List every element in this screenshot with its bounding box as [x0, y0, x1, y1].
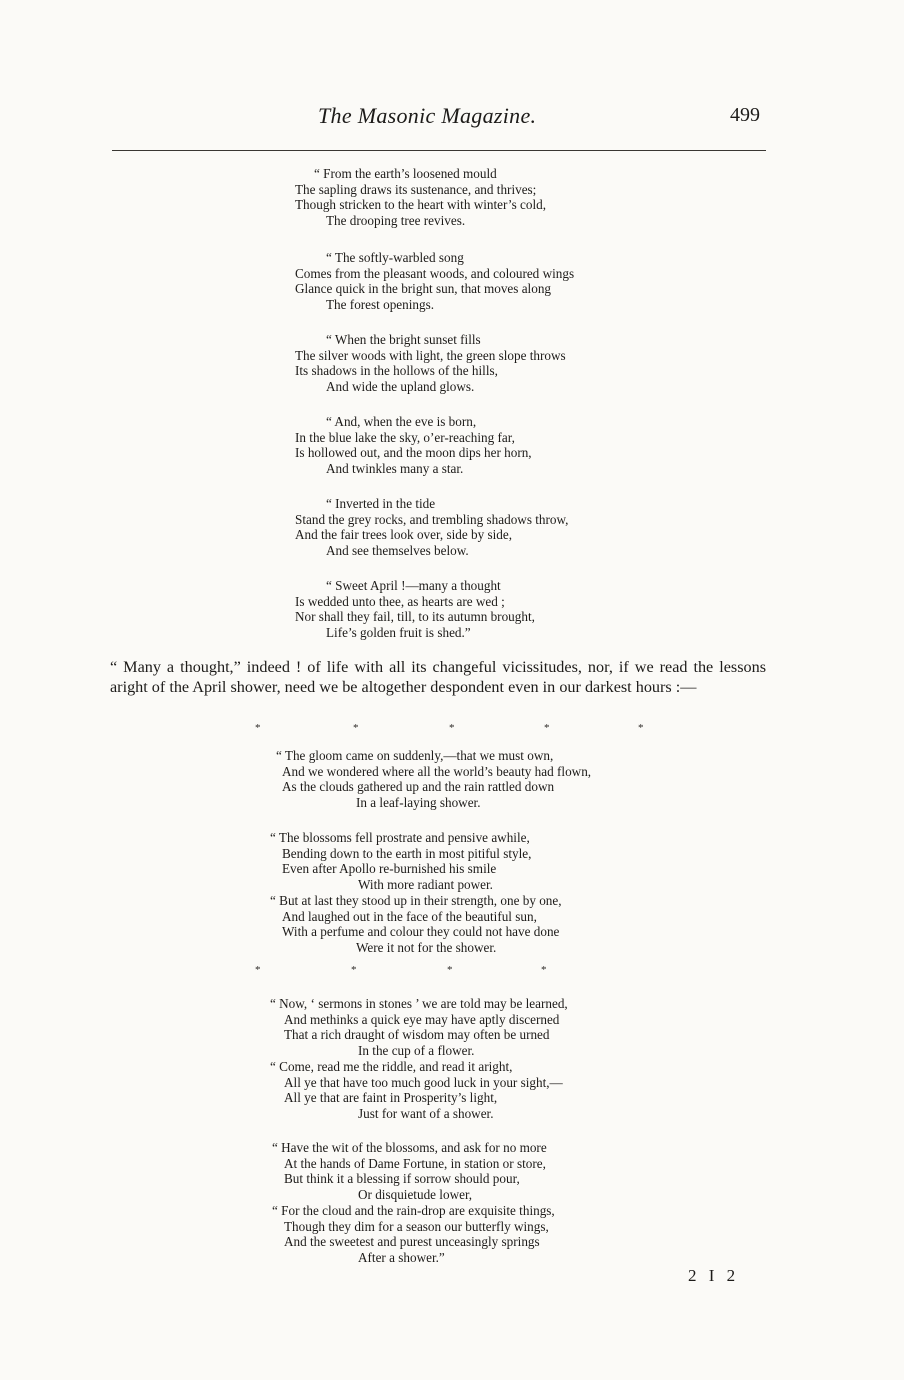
poem-line: And the sweetest and purest unceasingly springs: [284, 1234, 540, 1250]
separator-star: *: [255, 964, 261, 976]
poem-line: “ For the cloud and the rain-drop are exquisite things,: [272, 1202, 555, 1218]
poem-line: All ye that are faint in Prosperity’s light,: [284, 1090, 498, 1106]
poem1-stanza-5: [295, 496, 568, 559]
poem-line: The sapling draws its sustenance, and thrives;: [295, 181, 537, 197]
separator-star: *: [449, 722, 455, 734]
poem-line: As the clouds gathered up and the rain rattled down: [282, 779, 555, 795]
poem1-stanza-3: [295, 332, 566, 395]
poem-line: “ Have the wit of the blossoms, and ask for no more: [272, 1140, 547, 1155]
poem-line: “ Now, ‘ sermons in stones ’ we are told may be learned,: [270, 996, 568, 1011]
poem2-stanza-3: [270, 996, 568, 1122]
star-separator: [0, 722, 904, 736]
running-title: The Masonic Magazine.: [318, 103, 537, 128]
poem-line: And methinks a quick eye may have aptly discerned: [284, 1011, 560, 1027]
poem-line: Life’s golden fruit is shed.”: [326, 625, 471, 641]
poem-line: “ The gloom came on suddenly,—that we must own,: [276, 748, 554, 763]
poem1-stanza-6: [295, 578, 535, 641]
poem-line: “ But at last they stood up in their strength, one by one,: [270, 892, 562, 908]
poem-line: Even after Apollo re-burnished his smile: [282, 861, 497, 877]
poem-line: “ The softly-warbled song: [326, 250, 464, 265]
poem-line: And we wondered where all the world’s beauty had flown,: [282, 763, 592, 779]
poem-line: Its shadows in the hollows of the hills,: [295, 363, 498, 379]
poem-line: And twinkles many a star.: [326, 461, 464, 477]
poem-line: “ Inverted in the tide: [326, 496, 436, 511]
poem-line: “ And, when the eve is born,: [326, 414, 477, 429]
poem-line: All ye that have too much good luck in your sight,—: [284, 1074, 563, 1090]
poem-line: Just for want of a shower.: [358, 1105, 494, 1121]
poem-line: The silver woods with light, the green slope throws: [295, 347, 566, 363]
poem1-stanza-4: [295, 414, 532, 477]
poem-line: “ Come, read me the riddle, and read it aright,: [270, 1058, 513, 1074]
poem-line: “ When the bright sunset fills: [326, 332, 481, 347]
header-rule: [112, 150, 766, 151]
prose-paragraph: “ Many a thought,” indeed ! of life with all its changeful vicissitudes, nor, if we read the lessons aright of the April shower, need we be altogether despondent even in our darkest hours :—: [110, 658, 766, 696]
poem-line: In a leaf-laying shower.: [356, 795, 481, 811]
poem-line: In the cup of a flower.: [358, 1043, 475, 1059]
poem-line: At the hands of Dame Fortune, in station or store,: [284, 1155, 546, 1171]
poem-line: Stand the grey rocks, and trembling shadows throw,: [295, 511, 569, 527]
poem-line: After a shower.”: [358, 1249, 445, 1265]
poem-line: Glance quick in the bright sun, that moves along: [295, 281, 552, 297]
poem-line: And laughed out in the face of the beautiful sun,: [282, 908, 537, 924]
poem-line: “ Sweet April !—many a thought: [326, 578, 501, 593]
poem-line: And the fair trees look over, side by side,: [295, 527, 513, 543]
poem-line: Comes from the pleasant woods, and coloured wings: [295, 265, 575, 281]
poem2-stanza-2: [270, 830, 562, 956]
separator-star: *: [255, 722, 261, 734]
page-number: 499: [730, 104, 760, 126]
poem-line: Is wedded unto thee, as hearts are wed ;: [295, 593, 505, 609]
poem-line: That a rich draught of wisdom may often be urned: [284, 1027, 550, 1043]
poem-line: “ From the earth’s loosened mould: [314, 166, 497, 181]
poem-line: Is hollowed out, and the moon dips her horn,: [295, 445, 532, 461]
poem-line: “ The blossoms fell prostrate and pensive awhile,: [270, 830, 530, 845]
poem-line: Bending down to the earth in most pitiful style,: [282, 845, 532, 861]
poem1-stanza-2: [295, 250, 574, 313]
poem-line: Or disquietude lower,: [358, 1187, 473, 1203]
separator-star: *: [638, 722, 644, 734]
poem-line: Though they dim for a season our butterfly wings,: [284, 1218, 549, 1234]
separator-star: *: [353, 722, 359, 734]
poem-line: With a perfume and colour they could not have done: [282, 924, 560, 940]
poem-line: And see themselves below.: [326, 543, 469, 559]
poem-line: In the blue lake the sky, o’er-reaching far,: [295, 429, 515, 445]
poem1-stanza-1: [295, 166, 546, 229]
poem-line: The forest openings.: [326, 297, 435, 313]
poem-line: Though stricken to the heart with winter’s cold,: [295, 197, 546, 213]
separator-star: *: [544, 722, 550, 734]
poem2-stanza-4: [272, 1140, 555, 1266]
poem-line: With more radiant power.: [358, 877, 493, 893]
star-separator: [0, 964, 904, 978]
separator-star: *: [447, 964, 453, 976]
poem-line: And wide the upland glows.: [326, 379, 475, 395]
poem-line: Were it not for the shower.: [356, 939, 497, 955]
poem2-stanza-1: [276, 748, 592, 811]
poem-line: The drooping tree revives.: [326, 213, 466, 229]
separator-star: *: [351, 964, 357, 976]
separator-star: *: [541, 964, 547, 976]
poem-line: Nor shall they fail, till, to its autumn brought,: [295, 609, 535, 625]
signature-mark: 2 I 2: [688, 1266, 740, 1285]
poem-line: But think it a blessing if sorrow should pour,: [284, 1171, 520, 1187]
